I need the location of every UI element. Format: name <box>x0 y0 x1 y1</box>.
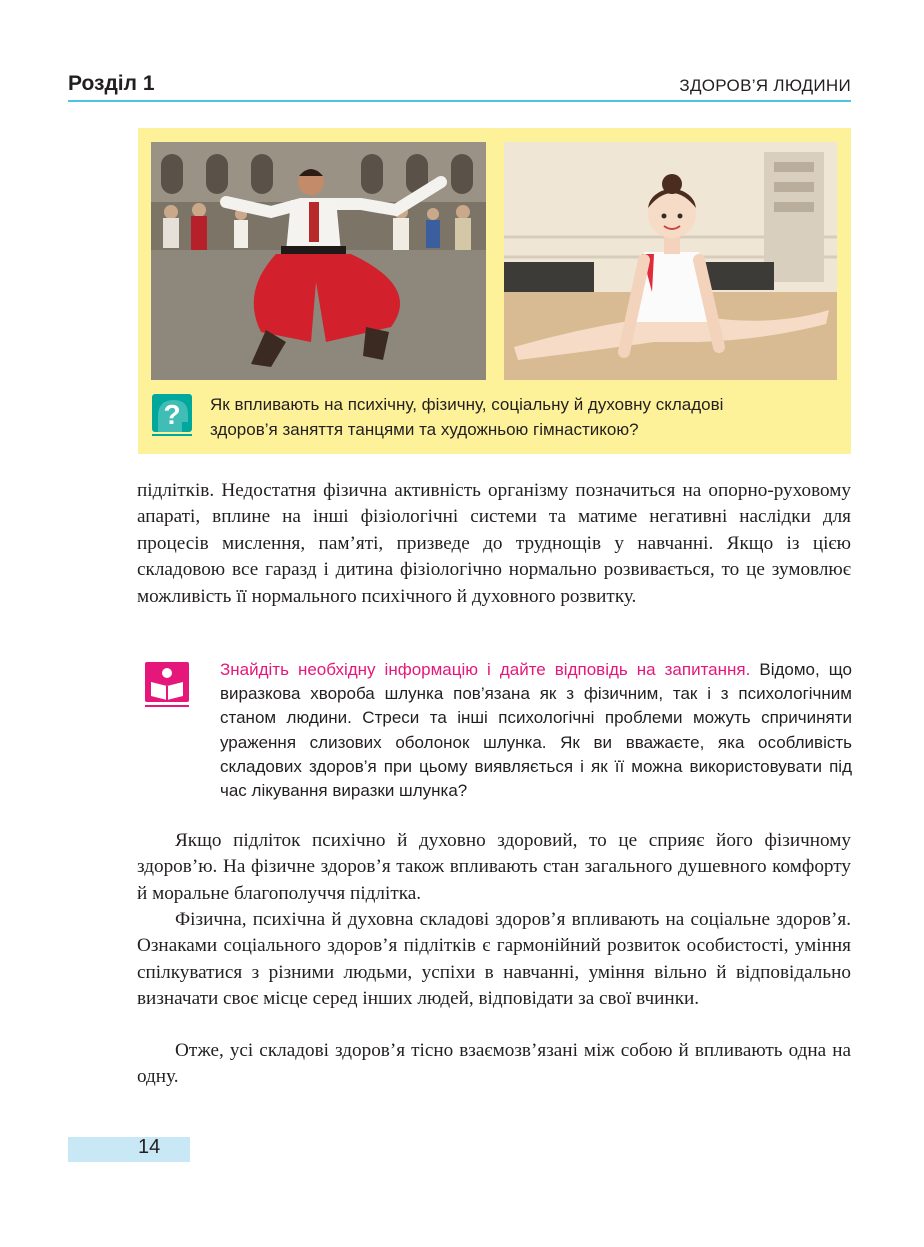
reading-person-icon <box>145 662 193 710</box>
section-title: Розділ 1 <box>68 72 155 95</box>
svg-text:?: ? <box>163 399 181 430</box>
page-number-bar <box>68 1137 190 1162</box>
body-paragraph-1: підлітків. Недостатня фізична активність організму позначиться на опорно-руховому апараті, вплине на інші фізіологічні системи та матиме негативні наслідки для процесів мислення, пам’яті, призведе до труднощів у навчанні. Якщо із цією складовою все гаразд і дитина фізіологічно нормально розвивається, то це зумовлює можливість її нормального психічного й духовного розвитку. <box>137 480 851 607</box>
page-number: 14 <box>138 1136 161 1158</box>
header-divider <box>68 100 851 102</box>
task-text <box>220 658 852 803</box>
chapter-title: ЗДОРОВ’Я ЛЮДИНИ <box>679 76 851 95</box>
folk-dancer-photo <box>151 142 486 380</box>
body-paragraph-3: Фізична, психічна й духовна складові здоров’я впливають на соціальне здоров’я. Ознаками соціального здоров’я підлітків є гармонійний розвиток особистості, уміння спілкуватися з різними людьми, успіхи в навчанні, уміння вільно й відповідально визначати своє місце серед інших людей, відповідати за свої вчинки. <box>137 909 851 1010</box>
task-lead: Знайдіть необхідну інформацію і дайте відповідь на запитання. <box>220 660 751 679</box>
question-head-icon <box>150 392 200 438</box>
body-paragraph-2: Якщо підліток психічно й духовно здоровий, то це сприяє його фізичному здоров’ю. На фізичне здоров’я також впливають стан загального душевного комфорту й моральне благополуччя підлітка. <box>137 830 851 904</box>
caption-line-1: Як впливають на психічну, фізичну, соціальну й духовну складові <box>210 395 724 414</box>
body-paragraph-4: Отже, усі складові здоров’я тісно взаємозв’язані між собою й впливають одна на одну. <box>137 1040 851 1088</box>
caption-line-2: здоров’я заняття танцями та художньою гімнастикою? <box>210 420 639 439</box>
task-body: Відомо, що виразкова хвороба шлунка пов’язана як з фізичним, так і з психологічним станом людини. Стреси та інші психологічні проблеми можуть спричиняти ураження слизових оболонок шлунка. Як ви вважаєте, яка особливість складових здоров’я при цьому виявляється і як її можна використовувати під час лікування виразки шлунка? <box>220 660 852 801</box>
gymnast-girl-photo <box>504 142 837 380</box>
figure-caption <box>210 392 830 442</box>
